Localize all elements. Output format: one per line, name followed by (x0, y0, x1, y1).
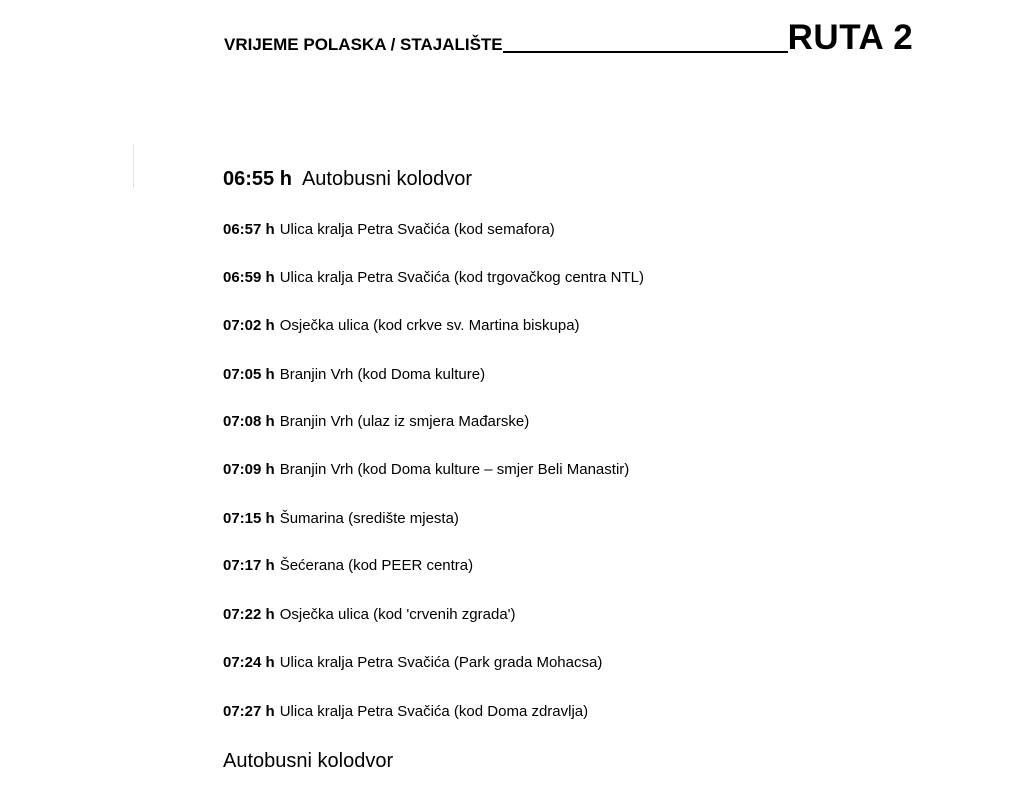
route-title: RUTA 2 (787, 18, 914, 57)
stop-time: 07:27 h (223, 703, 275, 720)
schedule-row (223, 365, 485, 385)
scan-mark (133, 144, 134, 188)
document-header (224, 18, 913, 58)
schedule-row (223, 316, 580, 336)
stop-time: 07:15 h (223, 510, 275, 527)
stop-place: Autobusni kolodvor (301, 168, 473, 190)
stop-place: Branjin Vrh (kod Doma kulture – smjer Beli Manastir) (279, 461, 630, 478)
schedule-row (223, 556, 473, 576)
stop-time: 06:57 h (223, 221, 275, 238)
stop-time: 06:59 h (223, 269, 275, 286)
stop-place: Šećerana (kod PEER centra) (279, 557, 474, 574)
stop-time: 07:24 h (223, 654, 275, 671)
stop-time: 07:02 h (223, 317, 275, 334)
stop-time: 06:55 h (223, 168, 292, 190)
schedule-row (223, 412, 529, 432)
header-label: VRIJEME POLASKA / STAJALIŠTE (224, 35, 503, 54)
stop-place: Branjin Vrh (kod Doma kulture) (279, 366, 486, 383)
stop-time: 07:09 h (223, 461, 275, 478)
schedule-row (223, 653, 602, 673)
stop-time: 07:05 h (223, 366, 275, 383)
schedule-row (223, 702, 588, 722)
final-stop: Autobusni kolodvor (223, 750, 394, 772)
schedule-first-stop (223, 167, 472, 191)
stop-place: Branjin Vrh (ulaz iz smjera Mađarske) (279, 413, 530, 430)
stop-place: Osječka ulica (kod 'crvenih zgrada') (279, 606, 516, 623)
stop-time: 07:22 h (223, 606, 275, 623)
stop-place: Ulica kralja Petra Svačića (Park grada Mohacsa) (279, 654, 603, 671)
stop-place: Ulica kralja Petra Svačića (kod trgovačkog centra NTL) (279, 269, 645, 286)
schedule-row (223, 460, 629, 480)
header-underline (503, 51, 788, 53)
stop-place: Ulica kralja Petra Svačića (kod semafora) (279, 221, 555, 238)
stop-place: Šumarina (središte mjesta) (279, 510, 459, 527)
schedule-row (223, 509, 459, 529)
schedule-row (223, 268, 644, 288)
schedule-row (223, 220, 555, 240)
stop-place: Osječka ulica (kod crkve sv. Martina biskupa) (279, 317, 580, 334)
stop-time: 07:17 h (223, 557, 275, 574)
stop-time: 07:08 h (223, 413, 275, 430)
stop-place: Ulica kralja Petra Svačića (kod Doma zdravlja) (279, 703, 589, 720)
schedule-row (223, 605, 516, 625)
